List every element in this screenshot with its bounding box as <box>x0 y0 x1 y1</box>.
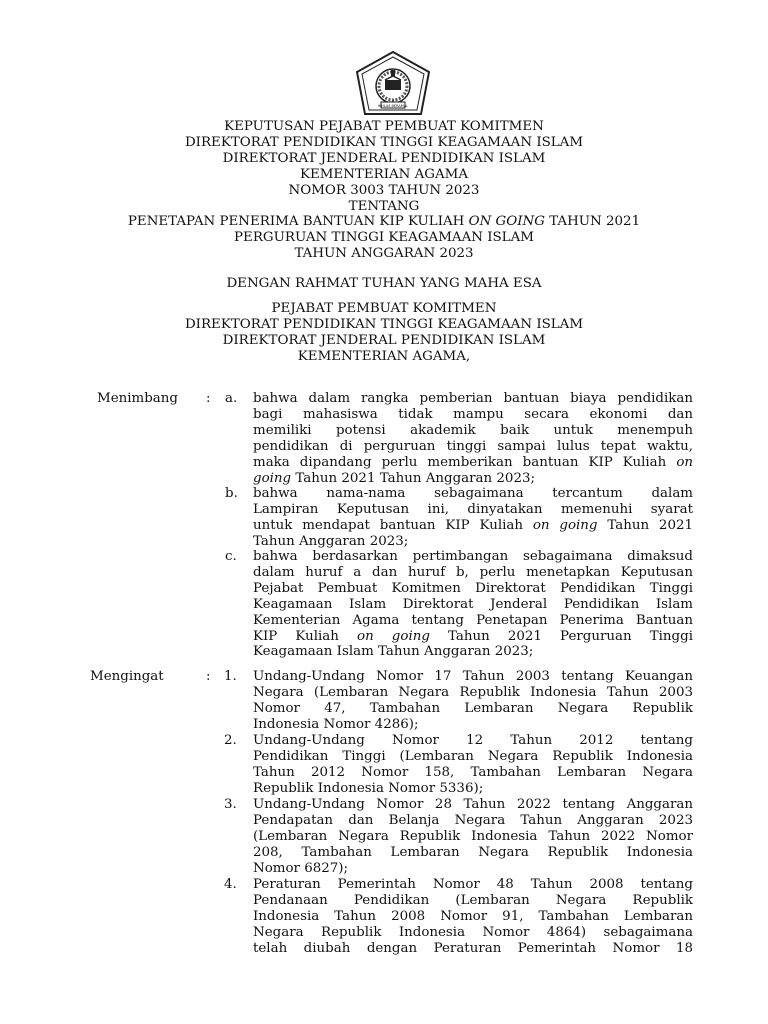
item-marker: a. <box>225 391 238 406</box>
item-marker: 4. <box>224 877 237 892</box>
title-line: KEPUTUSAN PEJABAT PEMBUAT KOMITMEN <box>224 119 544 134</box>
official-line: PEJABAT PEMBUAT KOMITMEN <box>271 301 497 316</box>
title-line: TENTANG <box>348 198 420 214</box>
decree-title <box>0 119 768 262</box>
paragraph-line: Indonesia Tahun 2008 Nomor 91, Tambahan Lembaran <box>253 908 693 924</box>
official-line: DIREKTORAT PENDIDIKAN TINGGI KEAGAMAAN ISLAM <box>184 316 584 332</box>
paragraph-line: Keagamaan Islam Direktorat Jenderal Pendidikan Islam <box>253 596 693 612</box>
menimbang-item-c <box>253 549 693 660</box>
official-title <box>0 301 768 365</box>
paragraph-line: Undang-Undang Nomor 12 Tahun 2012 tentang <box>253 733 693 748</box>
menimbang-colon: : <box>206 391 211 406</box>
paragraph-italic-text: on <box>676 454 693 470</box>
mengingat-colon: : <box>206 669 211 684</box>
emblem-motto-text: IKHLAS BERAMAL <box>377 104 409 108</box>
paragraph-line <box>253 471 693 487</box>
paragraph-line: Negara (Lembaran Negara Republik Indonesia Tahun 2003 <box>253 684 693 700</box>
menimbang-item-b <box>253 486 693 550</box>
paragraph-line: dalam huruf a dan huruf b, perlu menetapkan Keputusan <box>253 564 693 580</box>
official-line: DIREKTORAT JENDERAL PENDIDIKAN ISLAM <box>222 332 546 348</box>
decree-subject-line: PERGURUAN TINGGI KEAGAMAAN ISLAM <box>234 230 534 246</box>
paragraph-line <box>253 455 693 471</box>
title-line: KEMENTERIAN AGAMA <box>299 166 469 182</box>
paragraph-line: bahwa nama-nama sebagaimana tercantum dalam <box>253 486 693 501</box>
paragraph-line: 208, Tambahan Lembaran Negara Republik Indonesia <box>253 844 693 860</box>
paragraph-line: Tahun Anggaran 2023; <box>253 533 409 549</box>
mengingat-item-1 <box>253 669 693 733</box>
subject-text: TAHUN 2021 <box>544 214 641 230</box>
decree-subject-line: TAHUN ANGGARAN 2023 <box>294 246 474 262</box>
item-marker: 1. <box>224 669 237 684</box>
blessing-text: DENGAN RAHMAT TUHAN YANG MAHA ESA <box>226 276 542 291</box>
paragraph-line: Lampiran Keputusan ini, dinyatakan memenuhi syarat <box>253 501 693 517</box>
paragraph-text: Tahun 2021 Perguruan Tinggi <box>429 628 693 644</box>
item-marker: 2. <box>224 733 237 748</box>
paragraph-line: Undang-Undang Nomor 28 Tahun 2022 tentang Anggaran <box>253 797 693 812</box>
paragraph-line: Peraturan Pemerintah Nomor 48 Tahun 2008 tentang <box>253 877 693 892</box>
paragraph-line: Tahun 2012 Nomor 158, Tambahan Lembaran Negara <box>253 764 693 780</box>
mengingat-item-2 <box>253 733 693 797</box>
kementerian-agama-emblem <box>353 50 433 118</box>
paragraph-text: untuk mendapat bantuan KIP Kuliah <box>253 517 533 533</box>
item-marker: c. <box>225 549 237 564</box>
paragraph-line: Pendidikan Tinggi (Lembaran Negara Republik Indonesia <box>253 748 693 764</box>
decree-number: NOMOR 3003 TAHUN 2023 <box>288 182 480 198</box>
subject-text: PENETAPAN PENERIMA BANTUAN KIP KULIAH <box>127 214 469 230</box>
menimbang-item-a <box>253 391 693 486</box>
paragraph-line: (Lembaran Negara Republik Indonesia Tahun 2022 Nomor <box>253 828 693 844</box>
paragraph-line: Pendanaan Pendidikan (Lembaran Negara Republik <box>253 892 693 908</box>
paragraph-line: Nomor 47, Tambahan Lembaran Negara Republik <box>253 700 693 716</box>
mengingat-item-3 <box>253 797 693 877</box>
paragraph-line: bahwa dalam rangka pemberian bantuan biaya pendidikan <box>253 391 693 406</box>
title-line: DIREKTORAT PENDIDIKAN TINGGI KEAGAMAAN ISLAM <box>184 134 584 150</box>
paragraph-line: Negara Republik Indonesia Nomor 4864) sebagaimana <box>253 924 693 940</box>
paragraph-text: maka dipandang perlu memberikan bantuan KIP Kuliah <box>253 454 677 470</box>
paragraph-line: pendidikan di perguruan tinggi sampai lulus tepat waktu, <box>253 438 693 454</box>
item-marker: 3. <box>224 797 237 812</box>
official-line: KEMENTERIAN AGAMA, <box>297 348 471 364</box>
paragraph-line: Keagamaan Islam Tahun Anggaran 2023; <box>253 644 534 660</box>
paragraph-line: Pejabat Pembuat Komitmen Direktorat Pendidikan Tinggi <box>253 580 693 596</box>
paragraph-line: bagi mahasiswa tidak mampu secara ekonomi dan <box>253 406 693 422</box>
paragraph-text: Tahun 2021 Tahun Anggaran 2023; <box>291 470 535 486</box>
subject-italic-text: ON GOING <box>468 214 545 230</box>
paragraph-line <box>253 518 693 534</box>
paragraph-line: Nomor 6827); <box>253 860 349 876</box>
paragraph-line: Undang-Undang Nomor 17 Tahun 2003 tentang Keuangan <box>253 669 693 684</box>
paragraph-italic-text: going <box>253 470 292 486</box>
paragraph-line: Kementerian Agama tentang Penetapan Penerima Bantuan <box>253 612 693 628</box>
paragraph-line: bahwa berdasarkan pertimbangan sebagaimana dimaksud <box>253 549 693 564</box>
paragraph-line: Indonesia Nomor 4286); <box>253 716 419 732</box>
paragraph-line: Pendapatan dan Belanja Negara Tahun Anggaran 2023 <box>253 812 693 828</box>
mengingat-item-4 <box>253 877 693 957</box>
blessing-line <box>0 276 768 292</box>
mengingat-label: Mengingat <box>90 669 164 684</box>
decree-subject-line <box>0 214 768 230</box>
paragraph-italic-text: on going <box>532 517 598 533</box>
paragraph-line: telah diubah dengan Peraturan Pemerintah Nomor 18 <box>253 940 693 956</box>
paragraph-text: Tahun 2021 <box>597 517 694 533</box>
paragraph-line: memiliki potensi akademik baik untuk menempuh <box>253 422 693 438</box>
paragraph-italic-text: on going <box>357 628 430 644</box>
paragraph-line: Republik Indonesia Nomor 5336); <box>253 780 484 796</box>
item-marker: b. <box>225 486 238 501</box>
paragraph-line <box>253 629 693 645</box>
menimbang-label: Menimbang <box>97 391 178 406</box>
title-line: DIREKTORAT JENDERAL PENDIDIKAN ISLAM <box>222 150 546 166</box>
paragraph-text: KIP Kuliah <box>253 628 358 644</box>
